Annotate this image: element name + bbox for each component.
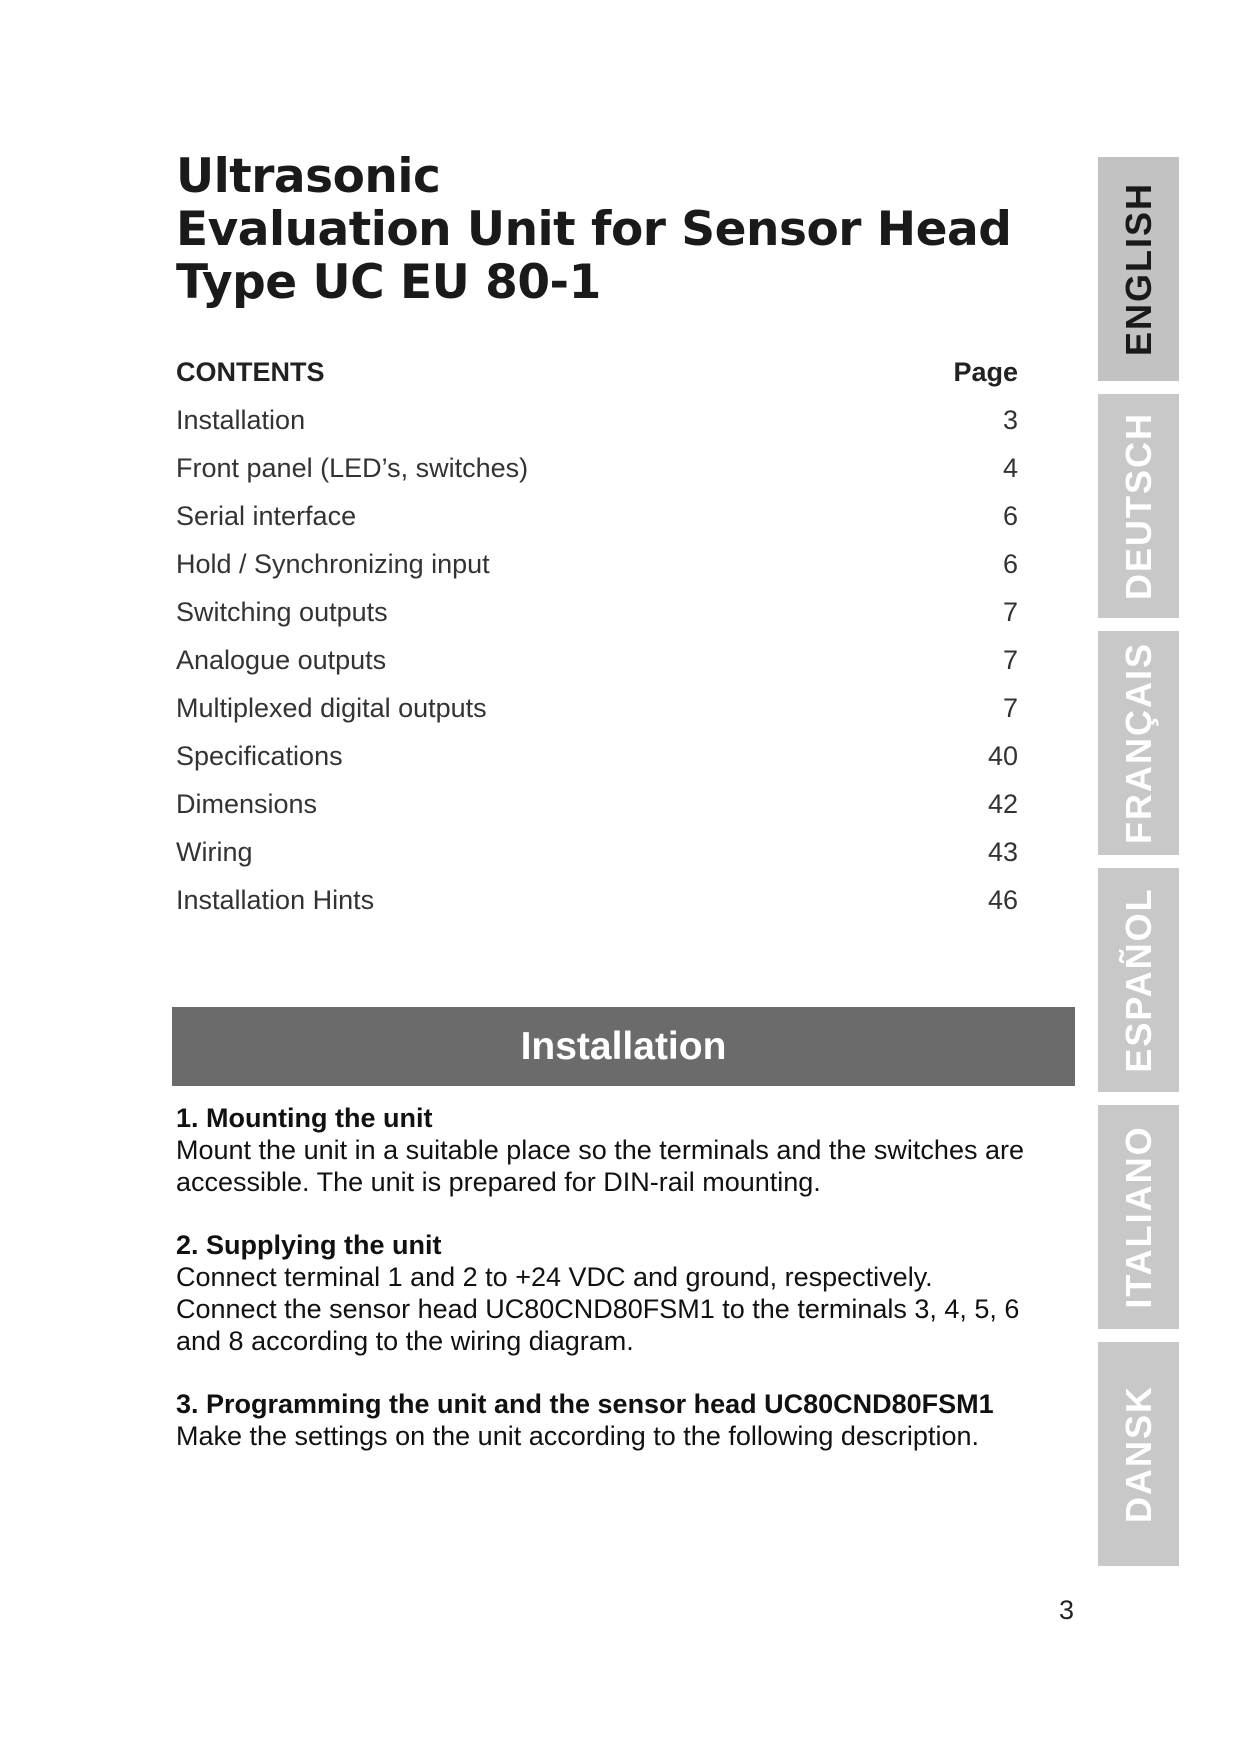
language-tab-italiano[interactable] — [1098, 1105, 1179, 1329]
step-text-line: Make the settings on the unit according to the following description. — [176, 1421, 979, 1451]
step-text-line: and 8 according to the wiring diagram. — [176, 1326, 634, 1356]
toc-entry-page: 3 — [1002, 405, 1018, 435]
toc-page-label: Page — [953, 357, 1018, 387]
toc-row[interactable] — [176, 588, 1018, 636]
toc-entry-page: 40 — [987, 741, 1018, 771]
page-number: 3 — [1058, 1595, 1074, 1625]
step-mounting — [176, 1102, 1076, 1198]
language-tab-label: ITALIANO — [1117, 1125, 1159, 1309]
title-line-1: Ultrasonic — [176, 149, 441, 204]
toc-entry-label: Front panel (LED’s, switches) — [176, 453, 529, 483]
toc-entry-page: 6 — [1002, 549, 1018, 579]
language-tab-francais[interactable] — [1098, 631, 1179, 855]
toc-entry-label: Installation Hints — [176, 885, 375, 915]
toc-row[interactable] — [176, 492, 1018, 540]
language-tab-label: FRANÇAIS — [1117, 642, 1159, 844]
step-heading: 2. Supplying the unit — [176, 1230, 442, 1260]
language-tab-label: ENGLISH — [1117, 181, 1159, 357]
document-title — [176, 149, 1012, 310]
step-text-line: Connect the sensor head UC80CND80FSM1 to the terminals 3, 4, 5, 6 — [176, 1294, 1020, 1324]
toc-entry-page: 46 — [987, 885, 1018, 915]
step-programming — [176, 1388, 1076, 1452]
toc-row[interactable] — [176, 876, 1018, 924]
toc-entry-page: 42 — [987, 789, 1018, 819]
toc-entry-label: Serial interface — [176, 501, 357, 531]
language-tab-english[interactable] — [1098, 157, 1179, 381]
toc-row[interactable] — [176, 540, 1018, 588]
toc-row[interactable] — [176, 444, 1018, 492]
toc-entry-label: Installation — [176, 405, 306, 435]
toc-entry-page: 6 — [1002, 501, 1018, 531]
toc-row[interactable] — [176, 636, 1018, 684]
toc-entry-label: Hold / Synchronizing input — [176, 549, 490, 579]
step-text-line: Mount the unit in a suitable place so the terminals and the switches are — [176, 1135, 1024, 1165]
toc-entry-label: Multiplexed digital outputs — [176, 693, 487, 723]
language-tab-dansk[interactable] — [1098, 1342, 1179, 1566]
language-tab-label: DANSK — [1117, 1384, 1159, 1524]
title-line-2: Evaluation Unit for Sensor Head — [176, 202, 1012, 257]
step-heading: 1. Mounting the unit — [176, 1103, 433, 1133]
language-tab-deutsch[interactable] — [1098, 394, 1179, 618]
step-supplying — [176, 1229, 1076, 1357]
installation-banner-title: Installation — [520, 1024, 727, 1068]
toc-row[interactable] — [176, 732, 1018, 780]
toc-entry-label: Wiring — [176, 837, 253, 867]
toc-row[interactable] — [176, 396, 1018, 444]
step-text-line: Connect terminal 1 and 2 to +24 VDC and ground, respectively. — [176, 1262, 933, 1292]
title-line-3: Type UC EU 80-1 — [176, 255, 601, 310]
toc-row[interactable] — [176, 780, 1018, 828]
toc-entry-page: 43 — [987, 837, 1018, 867]
toc-entry-page: 7 — [1002, 597, 1018, 627]
step-heading: 3. Programming the unit and the sensor head UC80CND80FSM1 — [176, 1389, 994, 1419]
toc-entry-page: 7 — [1002, 645, 1018, 675]
language-tabs — [1098, 157, 1179, 1579]
toc-entry-label: Analogue outputs — [176, 645, 387, 675]
toc-entry-label: Dimensions — [176, 789, 318, 819]
language-tab-label: ESPAÑOL — [1117, 887, 1159, 1073]
installation-banner — [172, 1007, 1075, 1086]
toc-header — [176, 348, 1018, 396]
toc-row[interactable] — [176, 684, 1018, 732]
language-tab-label: DEUTSCH — [1117, 411, 1159, 601]
toc-entry-label: Switching outputs — [176, 597, 388, 627]
toc-entry-page: 7 — [1002, 693, 1018, 723]
table-of-contents — [176, 348, 1018, 924]
step-text-line: accessible. The unit is prepared for DIN-rail mounting. — [176, 1167, 821, 1197]
toc-entry-label: Specifications — [176, 741, 343, 771]
language-tab-espanol[interactable] — [1098, 868, 1179, 1092]
toc-row[interactable] — [176, 828, 1018, 876]
toc-entry-page: 4 — [1002, 453, 1018, 483]
toc-heading: CONTENTS — [176, 357, 325, 387]
